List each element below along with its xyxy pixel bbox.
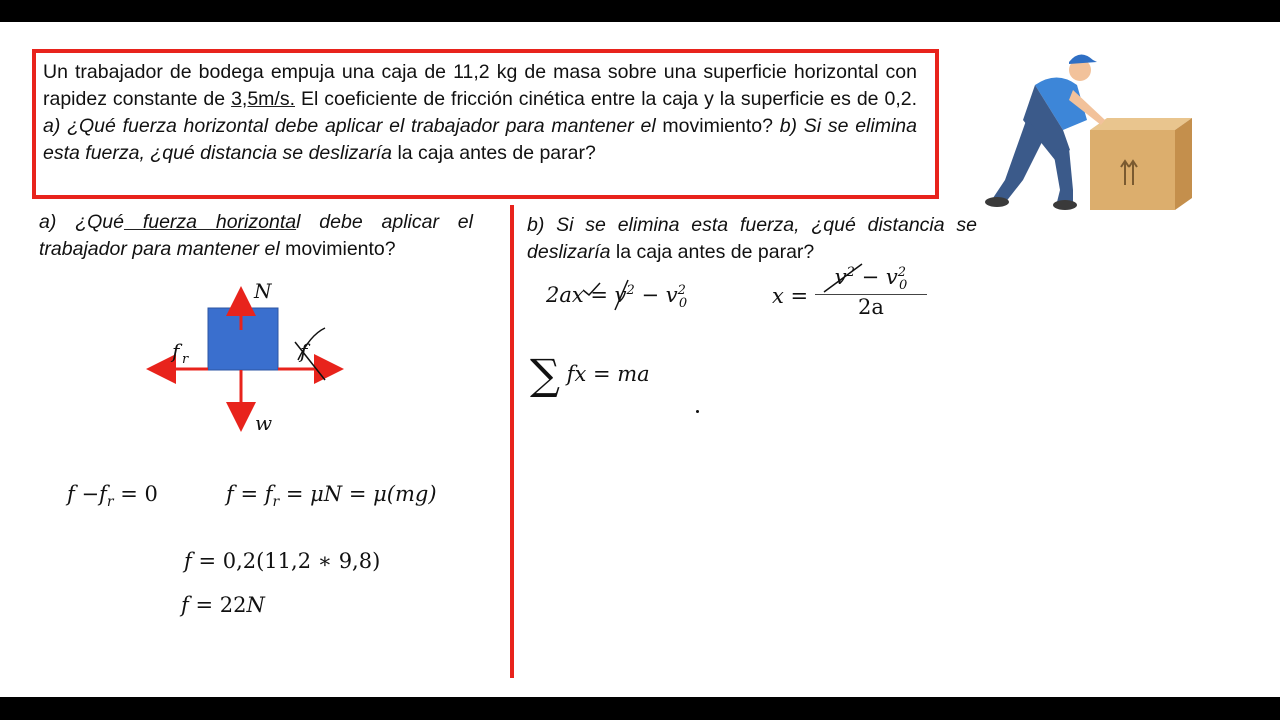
fraction-denominator: 2a [858, 295, 884, 320]
part-a-heading-3: movimiento? [279, 238, 396, 260]
eq2-subscript: r [272, 494, 280, 511]
question-b-end: la caja antes de parar? [392, 142, 596, 164]
question-b: b) Si se elimina esta fuerza, ¿qué distancia se deslizaría [43, 115, 917, 164]
newton-law-text: fx = ma [566, 362, 650, 386]
handwritten-check-marks [580, 278, 640, 314]
part-b-heading-1: b) Si se elimina esta fuerza, ¿qué distancia se deslizaría [527, 214, 977, 263]
question-a: a) ¿Qué fuerza horizontal debe aplicar el trabajador para mantener el [43, 115, 656, 137]
eq4-value: 22 [219, 593, 247, 617]
part-a-heading-2: l debe aplicar el trabajador para mantener el [39, 211, 473, 260]
question-a-end: movimiento? [655, 115, 780, 137]
part-b-heading-2: la caja antes de parar? [610, 241, 815, 263]
eq1-main: f −f [67, 482, 107, 506]
num-sub2: 0 [898, 278, 908, 294]
problem-statement-box [32, 49, 939, 199]
problem-speed: 3,5m/s. [231, 88, 295, 110]
equation-sum-forces [67, 482, 158, 510]
part-a-heading-1: a) ¿Qué [39, 211, 124, 233]
free-body-diagram [140, 280, 360, 440]
box-block [208, 308, 278, 370]
kin-mid: − v [634, 283, 678, 307]
equation-result [181, 593, 265, 617]
eq3-values: 0,2(11,2 ∗ 9,8) [222, 549, 381, 573]
eq2-start: f = f [226, 482, 273, 506]
weight-label: w [255, 411, 273, 435]
equation-newton-second-law [530, 350, 650, 399]
worker-pushing-box-illustration [965, 40, 1210, 212]
problem-statement [43, 59, 917, 167]
summation-symbol: ∑ [530, 350, 560, 399]
bottom-letterbox [0, 697, 1280, 720]
normal-force-label: N [254, 280, 272, 303]
num-sup: 2 [846, 265, 855, 280]
handwritten-strike-mark [820, 260, 870, 296]
eq4-unit: N [246, 593, 265, 617]
section-divider [510, 205, 514, 678]
eq1-subscript: r [106, 494, 114, 511]
kin-sub2: 0 [678, 296, 688, 312]
equation-distance-left [772, 284, 808, 308]
part-a-heading-underlined: fuerza horizonta [123, 211, 297, 233]
part-a-heading [39, 209, 473, 263]
equation-substitution [184, 549, 380, 573]
kin-sup2: 2 [677, 283, 686, 298]
friction-subscript: r [182, 352, 189, 367]
friction-label: f [172, 339, 180, 363]
equation-friction [226, 482, 437, 510]
eq4-start: f = [181, 593, 220, 617]
applied-force-label: f [300, 339, 308, 363]
num-v: v [834, 265, 847, 289]
top-letterbox [0, 0, 1280, 22]
eq3-start: f = [184, 549, 223, 573]
kin-left: 2ax = v [546, 283, 627, 307]
kin-sup: 2 [626, 283, 635, 298]
part-b-heading [527, 212, 977, 266]
eq1-end: = 0 [113, 482, 158, 506]
num-sup2: 2 [897, 265, 906, 280]
cursor-dot [696, 410, 699, 413]
problem-text-1: Un trabajador de bodega empuja una caja de 11,2 kg de masa sobre una superficie horizontal con rapidez constante de [43, 61, 917, 110]
problem-text-2: El coeficiente de fricción cinética entre la caja y la superficie es de 0,2. [295, 88, 917, 110]
eq2-end: = μN = μ(mg) [279, 482, 437, 506]
dist-left: x = [772, 284, 809, 308]
num-mid: − v [854, 265, 898, 289]
